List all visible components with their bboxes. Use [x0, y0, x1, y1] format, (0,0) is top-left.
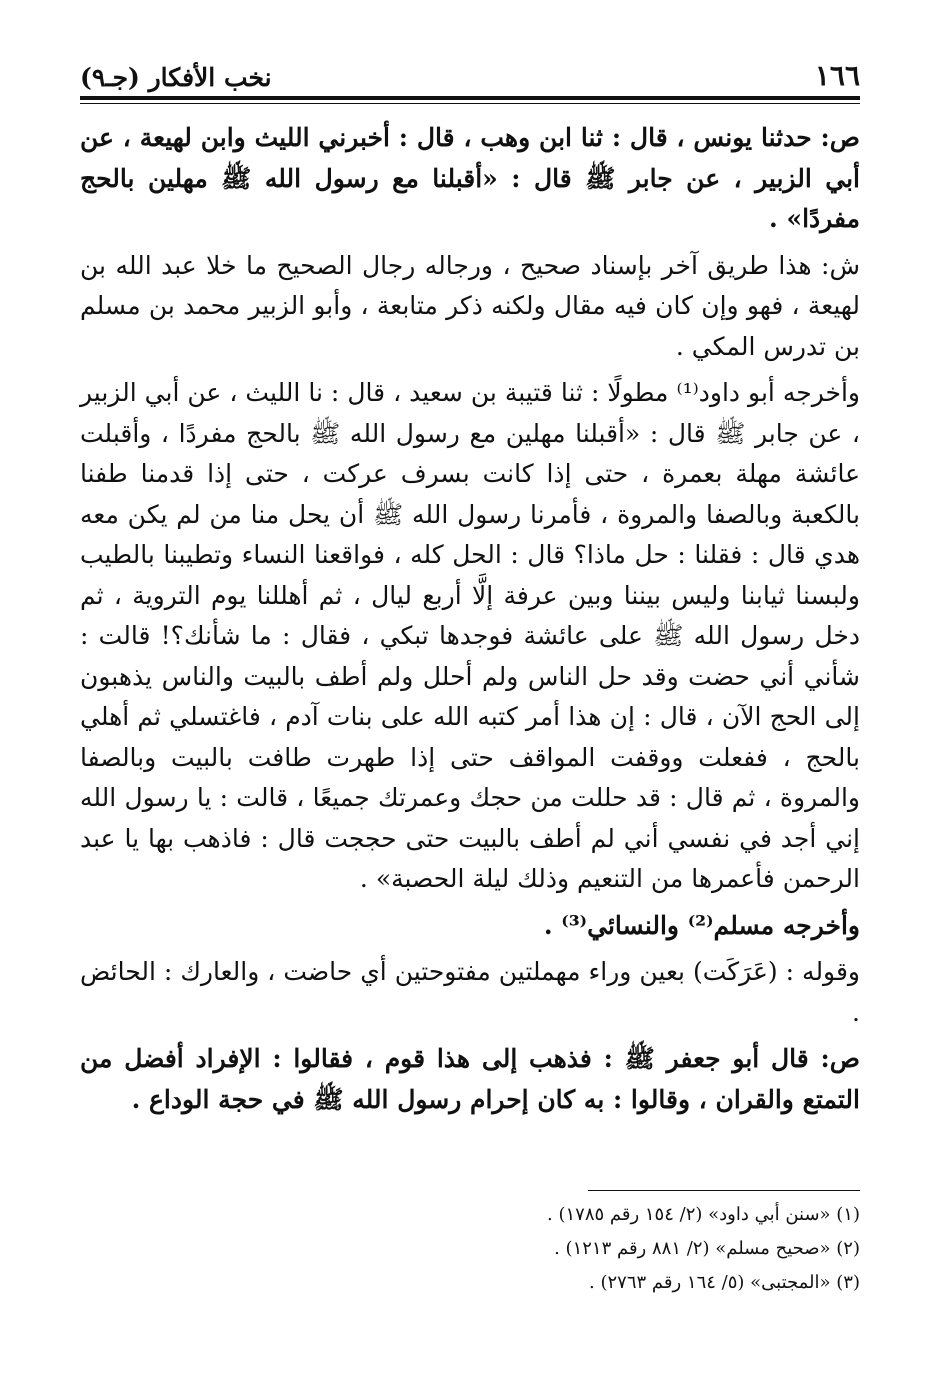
footnote-3: (٣) «المجتبى» (٥/ ١٦٤ رقم ٢٧٦٣) . [589, 1272, 860, 1293]
page-number: ١٦٦ [814, 59, 860, 92]
paragraph-commentary: ش: هذا طريق آخر بإسناد صحيح ، ورجاله رجال الصحيح ما خلا عبد الله بن لهيعة ، فهو وإن كان فيه مقال ولكنه ذكر متابعة ، وأبو الزبير محمد بن مسلم بن تدرس المكي . [80, 250, 860, 361]
page-header [80, 52, 860, 92]
running-title: نخب الأفكار (جـ٩) [80, 63, 272, 92]
footnote-rule [588, 1190, 860, 1191]
footnote-1: (١) «سنن أبي داود» (٢/ ١٥٤ رقم ١٧٨٥) . [547, 1204, 860, 1225]
footnotes [80, 1198, 860, 1300]
main-text [80, 118, 860, 1126]
paragraph-takhrij-2: وأخرجه مسلم⁽²⁾ والنسائي⁽³⁾ . [543, 910, 860, 940]
paragraph-hadith-2: ص: قال أبو جعفر ﷺ : فذهب إلى هذا قوم ، فقالوا : الإفراد أفضل من التمتع والقران ، وقالوا : به كان إحرام رسول الله ﷺ في حجة الوداع . [80, 1044, 860, 1114]
paragraph-gloss: وقوله : (عَرَكَت) بعين وراء مهملتين مفتوحتين أي حاضت ، والعارك : الحائض . [80, 957, 860, 1027]
paragraph-takhrij: وأخرجه أبو داود⁽¹⁾ مطولًا : ثنا قتيبة بن سعيد ، قال : نا الليث ، عن أبي الزبير ، عن جابر ﷺ قال : «أقبلنا مهلين مع رسول الله ﷺ بالحج مفردًا ، وأقبلت عائشة مهلة بعمرة ، حتى إذا كانت بسرف عركت ، حتى إذا قدمنا طفنا بالكعبة وبالصفا والمروة ، فأمرنا رسول الله ﷺ أن يحل منا من لم يكن معه هدي قال : فقلنا : حل ماذا؟ قال : الحل كله ، فواقعنا النساء وتطيبنا بالطيب ولبسنا ثيابنا وليس بيننا وبين عرفة إلَّا أربع ليال ، ثم أهللنا يوم التروية ، ثم دخل رسول الله ﷺ على عائشة فوجدها تبكي ، فقال : ما شأنك؟! قالت : شأني أني حضت وقد حل الناس ولم أحلل ولم أطف بالبيت والناس يذهبون إلى الحج الآن ، قال : إن هذا أمر كتبه الله على بنات آدم ، فاغتسلي ثم أهلي بالحج ، ففعلت ووقفت المواقف حتى إذا طهرت طافت بالبيت وبالصفا والمروة ، ثم قال : قد حللت من حجك وعمرتك جميعًا ، قالت : يا رسول الله إني أجد في نفسي أني لم أطف بالبيت حتى حججت قال : فاذهب بها يا عبد الرحمن فأعمرها من التنعيم وذلك ليلة الحصبة» . [80, 378, 860, 893]
footnote-2: (٢) «صحيح مسلم» (٢/ ٨٨١ رقم ١٢١٣) . [554, 1238, 860, 1259]
header-rule-thin [80, 103, 860, 104]
paragraph-hadith: ص: حدثنا يونس ، قال : ثنا ابن وهب ، قال : أخبرني الليث وابن لهيعة ، عن أبي الزبير ، عن جابر ﷺ قال : «أقبلنا مع رسول الله ﷺ مهلين بالحج مفردًا» . [80, 123, 860, 233]
header-rule [80, 96, 860, 100]
